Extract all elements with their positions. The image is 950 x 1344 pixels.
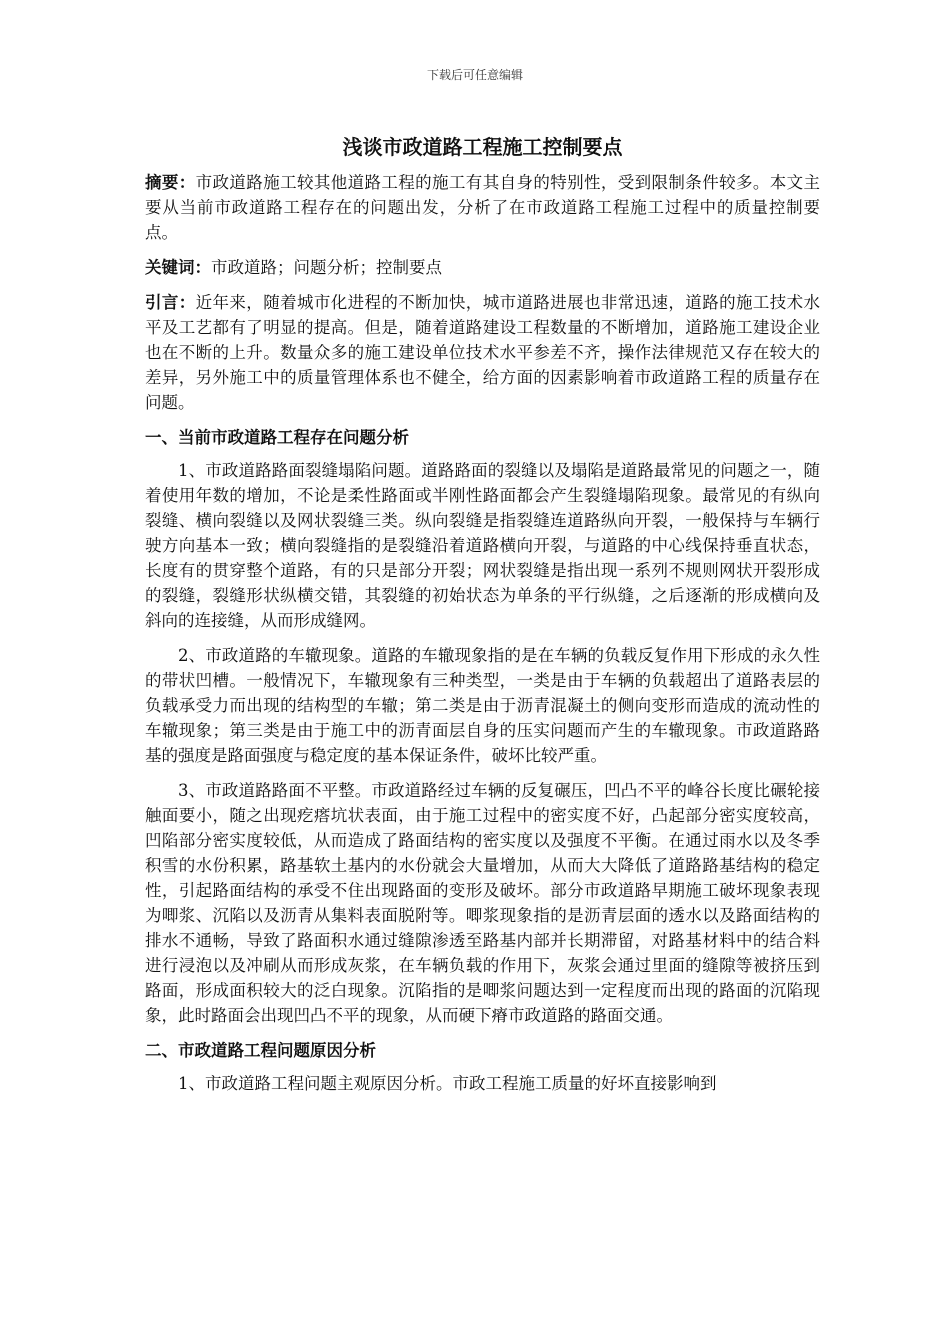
keywords-text: 市政道路；问题分析；控制要点 bbox=[211, 258, 442, 277]
paragraph: 1、市政道路路面裂缝塌陷问题。道路路面的裂缝以及塌陷是道路最常见的问题之一，随着使用年数的增加，不论是柔性路面或半刚性路面都会产生裂缝塌陷现象。最常见的有纵向裂缝、横向裂缝以及网状裂缝三类。纵向裂缝是指裂缝连道路纵向开裂，一般保持与车辆行驶方向基本一致；横向裂缝指的是裂缝沿着道路横向开裂，与道路的中心线保持垂直状态，长度有的贯穿整个道路，有的只是部分开裂；网状裂缝是指出现一系列不规则网状开裂形成的裂缝，裂缝形状纵横交错，其裂缝的初始状态为单条的平行纵缝，之后逐渐的形成横向及斜向的连接缝，从而形成缝网。 bbox=[145, 461, 820, 630]
keywords-label: 关键词： bbox=[145, 258, 211, 277]
paragraph: 1、市政道路工程问题主观原因分析。市政工程施工质量的好坏直接影响到 bbox=[178, 1074, 717, 1093]
document-title: 浅谈市政道路工程施工控制要点 bbox=[342, 135, 623, 159]
paragraph: 2、市政道路的车辙现象。道路的车辙现象指的是在车辆的负载反复作用下形成的永久性的带状凹槽。一般情况下，车辙现象有三种类型，一类是由于车辆的负载超出了道路表层的负载承受力而出现的结构型的车辙；第二类是由于沥青混凝土的侧向变形而造成的流动性的车辙现象；第三类是由于施工中的沥青面层自身的压实问题而产生的车辙现象。市政道路路基的强度是路面强度与稳定度的基本保证条件，破坏比较严重。 bbox=[145, 646, 820, 765]
intro bbox=[145, 290, 820, 415]
abstract-text: 市政道路施工较其他道路工程的施工有其自身的特别性，受到限制条件较多。本文主要从当前市政道路工程存在的问题出发，分析了在市政道路工程施工过程中的质量控制要点。 bbox=[145, 173, 821, 242]
keywords bbox=[145, 255, 820, 280]
intro-text: 近年来，随着城市化进程的不断加快，城市道路进展也非常迅速，道路的施工技术水平及工艺都有了明显的提高。但是，随着道路建设工程数量的不断增加，道路施工建设企业也在不断的上升。数量众多的施工建设单位技术水平参差不齐，操作法律规范又存在较大的差异，另外施工中的质量管理体系也不健全，给方面的因素影响着市政道路工程的质量存在问题。 bbox=[145, 293, 821, 412]
document-body bbox=[145, 132, 820, 1106]
section-heading-1: 一、当前市政道路工程存在问题分析 bbox=[145, 428, 409, 447]
paragraph: 3、市政道路路面不平整。市政道路经过车辆的反复碾压，凹凸不平的峰谷长度比碾轮接触面要小，随之出现疙瘩坑状表面，由于施工过程中的密实度不好，凸起部分密实度较高，凹陷部分密实度较低，从而造成了路面结构的密实度以及强度不平衡。在通过雨水以及冬季积雪的水份积累，路基软土基内的水份就会大量增加，从而大大降低了道路路基结构的稳定性，引起路面结构的承受不住出现路面的变形及破坏。部分市政道路早期施工破坏现象表现为唧浆、沉陷以及沥青从集料表面脱附等。唧浆现象指的是沥青层面的透水以及路面结构的排水不通畅，导致了路面积水通过缝隙渗透至路基内部并长期滞留，对路基材料中的结合料进行浸泡以及冲刷从而形成灰浆，在车辆负载的作用下，灰浆会通过里面的缝隙等被挤压到路面，形成面积较大的泛白现象。沉陷指的是唧浆问题达到一定程度而出现的路面的沉陷现象，此时路面会出现凹凸不平的现象，从而硬下瘠市政道路的路面交通。 bbox=[145, 781, 820, 1025]
section-heading-2: 二、市政道路工程问题原因分析 bbox=[145, 1041, 376, 1060]
abstract-label: 摘要： bbox=[145, 173, 196, 192]
header-note: 下载后可任意编辑 bbox=[426, 68, 523, 82]
intro-label: 引言： bbox=[145, 293, 196, 312]
abstract bbox=[145, 170, 820, 245]
